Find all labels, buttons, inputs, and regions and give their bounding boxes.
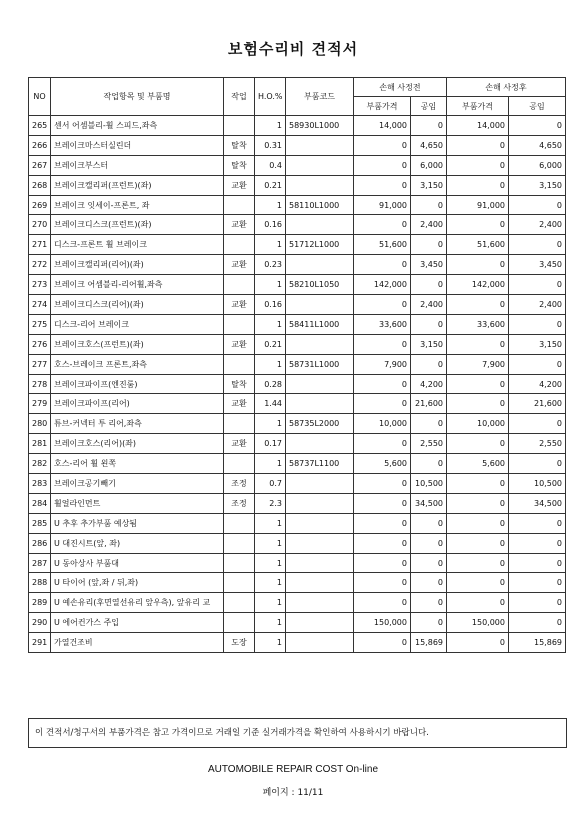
header-work: 작업: [224, 78, 255, 116]
cell-part-code: 58110L1000: [286, 195, 354, 215]
cell-before-labor: 0: [411, 354, 447, 374]
cell-after-labor: 0: [509, 454, 566, 474]
cell-hours: 1: [255, 414, 286, 434]
table-row: [29, 255, 566, 275]
cell-before-part-price: 0: [354, 295, 411, 315]
cell-before-part-price: 5,600: [354, 454, 411, 474]
cell-item-name: 브레이크파이프(리어): [51, 394, 224, 414]
cell-after-part-price: 5,600: [447, 454, 509, 474]
cell-after-part-price: 14,000: [447, 116, 509, 136]
cell-no: 276: [29, 334, 51, 354]
header-after: 손해 사정후: [447, 78, 566, 97]
header-code: 부품코드: [286, 78, 354, 116]
cell-after-part-price: 33,600: [447, 314, 509, 334]
cell-work: [224, 354, 255, 374]
cell-hours: 1: [255, 275, 286, 295]
cell-hours: 0.21: [255, 334, 286, 354]
cell-before-part-price: 14,000: [354, 116, 411, 136]
cell-work: [224, 533, 255, 553]
cell-after-labor: 0: [509, 593, 566, 613]
cell-after-labor: 3,150: [509, 334, 566, 354]
cell-work: [224, 513, 255, 533]
cell-before-part-price: 0: [354, 334, 411, 354]
cell-part-code: [286, 493, 354, 513]
table-row: [29, 195, 566, 215]
cell-work: [224, 613, 255, 633]
cell-after-labor: 0: [509, 314, 566, 334]
table-row: [29, 334, 566, 354]
cell-hours: 0.23: [255, 255, 286, 275]
table-row: [29, 215, 566, 235]
cell-before-part-price: 0: [354, 593, 411, 613]
cell-hours: 0.16: [255, 215, 286, 235]
cell-work: 교환: [224, 255, 255, 275]
cell-after-labor: 0: [509, 533, 566, 553]
cell-no: 273: [29, 275, 51, 295]
cell-before-part-price: 0: [354, 374, 411, 394]
cell-work: 탈착: [224, 374, 255, 394]
cell-before-labor: 0: [411, 553, 447, 573]
cell-hours: 0.16: [255, 295, 286, 315]
cell-item-name: 브레이크마스터실린더: [51, 135, 224, 155]
cell-after-labor: 0: [509, 613, 566, 633]
cell-after-part-price: 0: [447, 135, 509, 155]
table-row: [29, 275, 566, 295]
cell-after-labor: 0: [509, 195, 566, 215]
cell-hours: 1: [255, 593, 286, 613]
cell-after-part-price: 150,000: [447, 613, 509, 633]
header-after-part-price: 부품가격: [447, 97, 509, 116]
cell-hours: 0.21: [255, 175, 286, 195]
cell-before-part-price: 0: [354, 175, 411, 195]
cell-no: 280: [29, 414, 51, 434]
cell-no: 282: [29, 454, 51, 474]
cell-before-part-price: 10,000: [354, 414, 411, 434]
cell-work: 탈착: [224, 135, 255, 155]
cell-after-labor: 0: [509, 235, 566, 255]
cell-part-code: 58737L1100: [286, 454, 354, 474]
cell-after-part-price: 0: [447, 573, 509, 593]
cell-item-name: 디스크-리어 브레이크: [51, 314, 224, 334]
cell-after-labor: 15,869: [509, 633, 566, 653]
cell-work: [224, 573, 255, 593]
cell-before-labor: 34,500: [411, 493, 447, 513]
cell-work: 교환: [224, 215, 255, 235]
cell-part-code: 51712L1000: [286, 235, 354, 255]
cell-item-name: 휠얼라인먼트: [51, 493, 224, 513]
cell-before-part-price: 0: [354, 215, 411, 235]
cell-before-part-price: 0: [354, 135, 411, 155]
cell-work: 교환: [224, 295, 255, 315]
cell-before-labor: 0: [411, 613, 447, 633]
cell-before-labor: 6,000: [411, 155, 447, 175]
cell-part-code: [286, 394, 354, 414]
table-row: [29, 314, 566, 334]
cell-before-labor: 0: [411, 513, 447, 533]
table-row: [29, 295, 566, 315]
cell-work: [224, 235, 255, 255]
cell-before-labor: 21,600: [411, 394, 447, 414]
cell-before-labor: 0: [411, 195, 447, 215]
cell-after-labor: 6,000: [509, 155, 566, 175]
cell-after-part-price: 0: [447, 334, 509, 354]
cell-part-code: [286, 613, 354, 633]
cell-hours: 0.31: [255, 135, 286, 155]
cell-no: 269: [29, 195, 51, 215]
cell-after-labor: 0: [509, 414, 566, 434]
cell-part-code: [286, 215, 354, 235]
cell-part-code: 58411L1000: [286, 314, 354, 334]
cell-before-labor: 4,650: [411, 135, 447, 155]
cell-before-labor: 0: [411, 116, 447, 136]
cell-before-part-price: 0: [354, 255, 411, 275]
cell-after-part-price: 0: [447, 374, 509, 394]
table-row: [29, 613, 566, 633]
cell-item-name: 호스-브레이크 프론트,좌측: [51, 354, 224, 374]
cell-after-labor: 2,550: [509, 434, 566, 454]
cell-part-code: [286, 255, 354, 275]
cell-item-name: 브레이크파이프(엔진룸): [51, 374, 224, 394]
cell-after-part-price: 0: [447, 593, 509, 613]
cell-work: [224, 275, 255, 295]
table-row: [29, 553, 566, 573]
table-row: [29, 135, 566, 155]
cell-after-part-price: 91,000: [447, 195, 509, 215]
table-row: [29, 414, 566, 434]
cell-after-part-price: 142,000: [447, 275, 509, 295]
cell-item-name: 호스-리어 휠 왼쪽: [51, 454, 224, 474]
cell-hours: 1: [255, 354, 286, 374]
cell-after-part-price: 0: [447, 295, 509, 315]
cell-before-part-price: 150,000: [354, 613, 411, 633]
cell-before-part-price: 0: [354, 155, 411, 175]
cell-after-part-price: 0: [447, 493, 509, 513]
cell-before-labor: 0: [411, 414, 447, 434]
cell-before-part-price: 0: [354, 573, 411, 593]
cell-after-labor: 4,200: [509, 374, 566, 394]
cell-no: 265: [29, 116, 51, 136]
table-row: [29, 394, 566, 414]
cell-no: 277: [29, 354, 51, 374]
cell-before-labor: 0: [411, 235, 447, 255]
table-row: [29, 593, 566, 613]
cell-work: 교환: [224, 434, 255, 454]
cell-part-code: 58930L1000: [286, 116, 354, 136]
header-item: 작업항목 및 부품명: [51, 78, 224, 116]
cell-no: 279: [29, 394, 51, 414]
header-before-part-price: 부품가격: [354, 97, 411, 116]
table-row: [29, 155, 566, 175]
cell-work: [224, 454, 255, 474]
cell-hours: 1: [255, 116, 286, 136]
cell-hours: 1: [255, 613, 286, 633]
cell-no: 266: [29, 135, 51, 155]
table-row: [29, 533, 566, 553]
cell-before-part-price: 33,600: [354, 314, 411, 334]
cell-item-name: 브레이크공기빼기: [51, 474, 224, 494]
cell-after-labor: 2,400: [509, 215, 566, 235]
cell-before-labor: 2,400: [411, 295, 447, 315]
cell-after-labor: 34,500: [509, 493, 566, 513]
cell-item-name: 브레이크 잇세이-프론트, 좌: [51, 195, 224, 215]
cell-hours: 1: [255, 195, 286, 215]
cell-part-code: [286, 135, 354, 155]
cell-before-part-price: 0: [354, 394, 411, 414]
cell-part-code: [286, 474, 354, 494]
cell-no: 278: [29, 374, 51, 394]
cell-hours: 0.28: [255, 374, 286, 394]
cell-no: 291: [29, 633, 51, 653]
cell-hours: 1: [255, 235, 286, 255]
table-row: [29, 175, 566, 195]
cell-item-name: 센서 어셈블리-휠 스피드,좌측: [51, 116, 224, 136]
cell-item-name: U 에어컨가스 주입: [51, 613, 224, 633]
cell-item-name: 튜브-커넥터 투 리어,좌측: [51, 414, 224, 434]
cell-before-part-price: 0: [354, 493, 411, 513]
cell-hours: 1: [255, 553, 286, 573]
table-row: [29, 354, 566, 374]
cell-after-labor: 0: [509, 116, 566, 136]
cell-after-part-price: 0: [447, 533, 509, 553]
cell-after-part-price: 0: [447, 434, 509, 454]
cell-no: 289: [29, 593, 51, 613]
cell-part-code: [286, 334, 354, 354]
cell-no: 270: [29, 215, 51, 235]
cell-work: 조정: [224, 474, 255, 494]
cell-hours: 0.17: [255, 434, 286, 454]
cell-hours: 1: [255, 513, 286, 533]
header-before: 손해 사정전: [354, 78, 447, 97]
cell-before-part-price: 0: [354, 633, 411, 653]
cell-hours: 1: [255, 533, 286, 553]
cell-work: [224, 414, 255, 434]
cell-before-part-price: 0: [354, 553, 411, 573]
table-row: [29, 493, 566, 513]
cell-before-part-price: 91,000: [354, 195, 411, 215]
cell-after-labor: 0: [509, 553, 566, 573]
cell-before-labor: 3,150: [411, 334, 447, 354]
table-row: [29, 633, 566, 653]
cell-part-code: [286, 155, 354, 175]
cell-after-part-price: 0: [447, 255, 509, 275]
cell-after-part-price: 10,000: [447, 414, 509, 434]
cell-before-part-price: 51,600: [354, 235, 411, 255]
cell-item-name: 브레이크캘리퍼(리어)(좌): [51, 255, 224, 275]
cell-after-labor: 0: [509, 275, 566, 295]
table-row: [29, 573, 566, 593]
cell-work: [224, 116, 255, 136]
cell-item-name: 브레이크캘리퍼(프런트)(좌): [51, 175, 224, 195]
cell-before-labor: 0: [411, 314, 447, 334]
cell-work: [224, 195, 255, 215]
cell-after-labor: 2,400: [509, 295, 566, 315]
cell-item-name: 브레이크 어셈블리-리어휠,좌측: [51, 275, 224, 295]
cell-part-code: [286, 533, 354, 553]
cell-after-part-price: 0: [447, 633, 509, 653]
cell-item-name: 브레이크호스(프런트)(좌): [51, 334, 224, 354]
disclaimer-note: 이 견적서/청구서의 부품가격은 참고 가격이므로 거래일 기준 실거래가격을 확인하여 사용하시기 바랍니다.: [28, 718, 567, 748]
cell-part-code: 58731L1000: [286, 354, 354, 374]
cell-work: 교환: [224, 175, 255, 195]
cell-work: 교환: [224, 334, 255, 354]
cell-part-code: [286, 553, 354, 573]
cell-before-part-price: 0: [354, 434, 411, 454]
cell-before-part-price: 0: [354, 533, 411, 553]
cell-part-code: 58210L1050: [286, 275, 354, 295]
cell-part-code: [286, 633, 354, 653]
cell-work: 도장: [224, 633, 255, 653]
cell-after-labor: 21,600: [509, 394, 566, 414]
header-hours: H.O.%: [255, 78, 286, 116]
cell-after-part-price: 0: [447, 474, 509, 494]
cell-before-part-price: 7,900: [354, 354, 411, 374]
cell-no: 267: [29, 155, 51, 175]
footer-brand: AUTOMOBILE REPAIR COST On-line: [207, 764, 379, 775]
cell-item-name: 브레이크디스크(프런트)(좌): [51, 215, 224, 235]
cell-before-part-price: 142,000: [354, 275, 411, 295]
cell-no: 272: [29, 255, 51, 275]
cell-item-name: 가열건조비: [51, 633, 224, 653]
cell-work: [224, 314, 255, 334]
cell-after-part-price: 0: [447, 175, 509, 195]
cell-before-labor: 0: [411, 593, 447, 613]
table-row: [29, 374, 566, 394]
cell-before-labor: 0: [411, 533, 447, 553]
cell-item-name: U 동아상사 부품대: [51, 553, 224, 573]
cell-before-labor: 0: [411, 275, 447, 295]
cell-no: 284: [29, 493, 51, 513]
cell-work: [224, 593, 255, 613]
cell-hours: 1: [255, 573, 286, 593]
cell-item-name: U 예손유리(후면열선유리 앞우측), 앞유리 교: [51, 593, 224, 613]
cell-no: 268: [29, 175, 51, 195]
cell-before-labor: 0: [411, 573, 447, 593]
cell-hours: 1.44: [255, 394, 286, 414]
cell-before-labor: 2,400: [411, 215, 447, 235]
cell-item-name: 디스크-프론트 휠 브레이크: [51, 235, 224, 255]
cell-hours: 2.3: [255, 493, 286, 513]
table-row: [29, 235, 566, 255]
cell-before-labor: 3,150: [411, 175, 447, 195]
cell-part-code: [286, 374, 354, 394]
cell-after-part-price: 51,600: [447, 235, 509, 255]
cell-before-labor: 3,450: [411, 255, 447, 275]
cell-no: 283: [29, 474, 51, 494]
cell-no: 290: [29, 613, 51, 633]
cell-no: 271: [29, 235, 51, 255]
cell-after-labor: 0: [509, 513, 566, 533]
cell-hours: 0.7: [255, 474, 286, 494]
cell-no: 286: [29, 533, 51, 553]
cell-after-part-price: 0: [447, 394, 509, 414]
estimate-table: [28, 77, 566, 653]
cell-before-labor: 15,869: [411, 633, 447, 653]
cell-item-name: U 타이어 (앞,좌 / 뒤,좌): [51, 573, 224, 593]
cell-item-name: 브레이크부스터: [51, 155, 224, 175]
cell-after-labor: 0: [509, 573, 566, 593]
cell-after-part-price: 7,900: [447, 354, 509, 374]
estimate-rows: [29, 116, 566, 653]
header-after-labor: 공임: [509, 97, 566, 116]
header-no: NO: [29, 78, 51, 116]
cell-before-part-price: 0: [354, 474, 411, 494]
cell-no: 285: [29, 513, 51, 533]
cell-hours: 0.4: [255, 155, 286, 175]
cell-part-code: 58735L2000: [286, 414, 354, 434]
cell-after-part-price: 0: [447, 553, 509, 573]
cell-work: [224, 553, 255, 573]
cell-part-code: [286, 513, 354, 533]
cell-no: 281: [29, 434, 51, 454]
cell-item-name: U 추후 추가부품 예상됨: [51, 513, 224, 533]
cell-part-code: [286, 295, 354, 315]
cell-item-name: 브레이크디스크(리어)(좌): [51, 295, 224, 315]
cell-after-labor: 3,150: [509, 175, 566, 195]
cell-after-part-price: 0: [447, 215, 509, 235]
cell-part-code: [286, 573, 354, 593]
cell-before-part-price: 0: [354, 513, 411, 533]
cell-no: 275: [29, 314, 51, 334]
table-row: [29, 474, 566, 494]
table-row: [29, 513, 566, 533]
cell-after-labor: 10,500: [509, 474, 566, 494]
cell-work: 교환: [224, 394, 255, 414]
cell-work: 탈착: [224, 155, 255, 175]
cell-hours: 1: [255, 454, 286, 474]
page-number: 페이지 : 11/11: [262, 788, 324, 798]
cell-after-labor: 3,450: [509, 255, 566, 275]
table-row: [29, 116, 566, 136]
header-before-labor: 공임: [411, 97, 447, 116]
table-row: [29, 434, 566, 454]
cell-item-name: 브레이크호스(리어)(좌): [51, 434, 224, 454]
cell-after-part-price: 0: [447, 155, 509, 175]
cell-hours: 1: [255, 314, 286, 334]
cell-item-name: U 대진시트(앞, 좌): [51, 533, 224, 553]
cell-part-code: [286, 593, 354, 613]
cell-before-labor: 0: [411, 454, 447, 474]
cell-part-code: [286, 175, 354, 195]
cell-after-labor: 4,650: [509, 135, 566, 155]
table-row: [29, 454, 566, 474]
document-title: 보험수리비 견적서: [227, 40, 359, 58]
cell-hours: 1: [255, 633, 286, 653]
cell-after-part-price: 0: [447, 513, 509, 533]
cell-no: 274: [29, 295, 51, 315]
cell-before-labor: 2,550: [411, 434, 447, 454]
cell-no: 287: [29, 553, 51, 573]
cell-before-labor: 4,200: [411, 374, 447, 394]
cell-work: 조정: [224, 493, 255, 513]
cell-after-labor: 0: [509, 354, 566, 374]
cell-no: 288: [29, 573, 51, 593]
cell-before-labor: 10,500: [411, 474, 447, 494]
cell-part-code: [286, 434, 354, 454]
